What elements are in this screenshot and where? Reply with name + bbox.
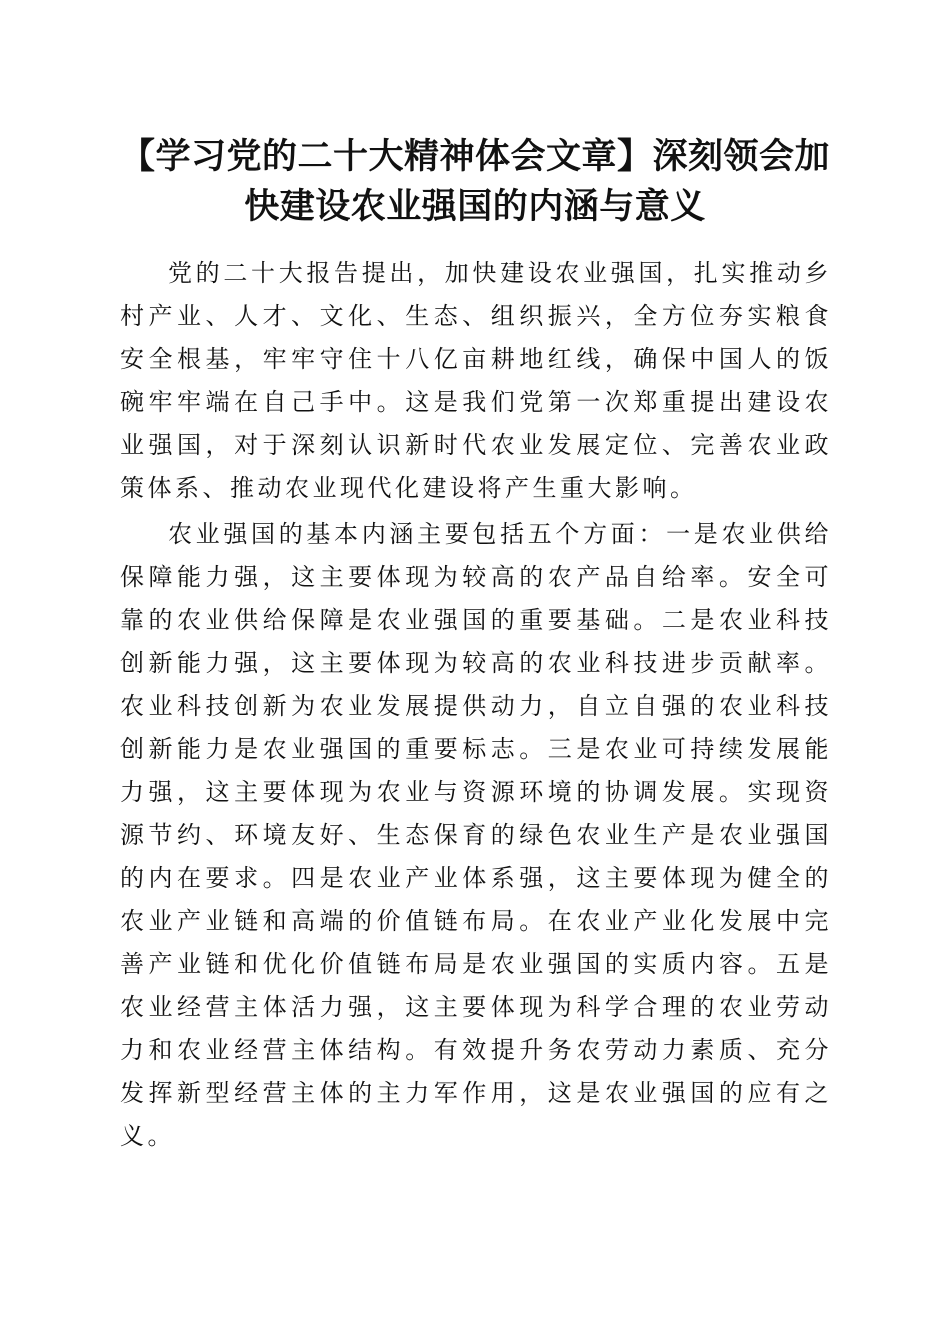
- document-title-line-1: 【学习党的二十大精神体会文章】深刻领会加: [119, 136, 830, 177]
- document-title-line-2: 快建设农业强国的内涵与意义: [244, 186, 706, 227]
- paragraph-2: 农业强国的基本内涵主要包括五个方面：一是农业供给保障能力强，这主要体现为较高的农产品自给率。安全可靠的农业供给保障是农业强国的重要基础。二是农业科技创新能力强，这主要体现为较高的农业科技进步贡献率。农业科技创新为农业发展提供动力，自立自强的农业科技创新能力是农业强国的重要标志。三是农业可持续发展能力强，这主要体现为农业与资源环境的协调发展。实现资源节约、环境友好、生态保育的绿色农业生产是农业强国的内在要求。四是农业产业体系强，这主要体现为健全的农业产业链和高端的价值链布局。在农业产业化发展中完善产业链和优化价值链布局是农业强国的实质内容。五是农业经营主体活力强，这主要体现为科学合理的农业劳动力和农业经营主体结构。有效提升务农劳动力素质、充分发挥新型经营主体的主力军作用，这是农业强国的应有之义。: [120, 520, 832, 1150]
- document-title: [110, 132, 840, 232]
- document-body: [120, 252, 832, 1161]
- paragraph-1: 党的二十大报告提出，加快建设农业强国，扎实推动乡村产业、人才、文化、生态、组织振兴，全方位夯实粮食安全根基，牢牢守住十八亿亩耕地红线，确保中国人的饭碗牢牢端在自己手中。这是我们党第一次郑重提出建设农业强国，对于深刻认识新时代农业发展定位、完善农业政策体系、推动农业现代化建设将产生重大影响。: [120, 259, 832, 502]
